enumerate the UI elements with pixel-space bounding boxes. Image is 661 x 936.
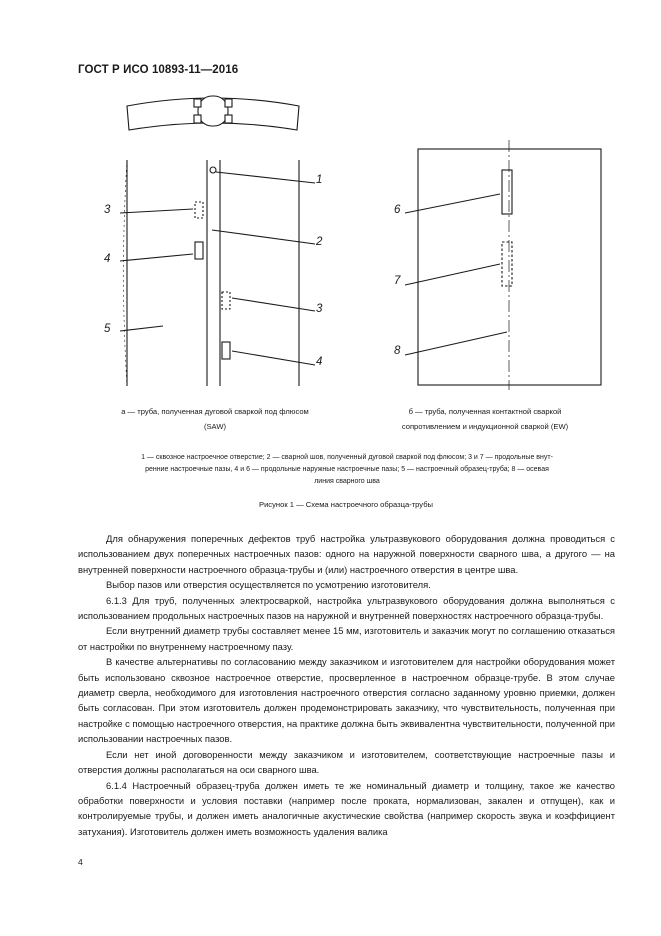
caption-a-line-2: (SAW): [203, 422, 227, 431]
paragraph: 6.1.4 Настроечный образец-труба должен иметь те же номинальный диаметр и толщину, такое же качество обработки поверхности и условия поставки (например после проката, нормализован, закален и отпущен), как и контролируемые трубы, и должен иметь аналогичные акустические свойства (например скорость звука и коэффициент затухания). Изготовитель должен иметь возможность удаления валика: [78, 779, 615, 837]
leader-line-7: [405, 264, 500, 285]
page-number: 4: [78, 857, 83, 867]
caption-b-line-2: сопротивлением и индукционной сваркой (EW): [401, 422, 569, 431]
callout-3-right: 3: [316, 303, 323, 315]
legend-line-2: ренние настроечные пазы, 4 и 6 — продольные наружные настроечные пазы; 5 — настроечный образец-труба; 8 — осевая: [145, 466, 549, 473]
paragraph: Выбор пазов или отверстия осуществляется по усмотрению изготовителя.: [106, 579, 431, 591]
pipe-b-side-view: [418, 149, 601, 385]
external-notch-4-left: [195, 242, 203, 259]
paragraph: Для обнаружения поперечных дефектов труб настройка ультразвукового оборудования должна проводиться с использованием двух поперечных настроечных пазов: одного на наружной поверхности сварного шва, а другого — на внутренней поверхности настроечного образца-трубы и (или) настроечного отверстия в центре шва.: [78, 533, 615, 575]
paragraph: 6.1.3 Для труб, полученных электросваркой, настройка ультразвукового оборудования должна выполняться с использованием продольных настроечных пазов на наружной и внутренней поверхностях настроечного образца-трубы.: [78, 594, 615, 622]
paragraph: Если нет иной договоренности между заказчиком и изготовителем, соответствующие настроечные пазы и отверстия должны располагаться на оси сварного шва.: [78, 748, 615, 776]
callout-1: 1: [316, 174, 323, 186]
body-text: [78, 531, 615, 839]
callout-7: 7: [394, 275, 401, 287]
caption-b-line-1: б — труба, полученная контактной сваркой: [408, 407, 562, 416]
paragraph: В качестве альтернативы по согласованию между заказчиком и изготовителем для настройки оборудования может быть использовано сквозное настроечное отверстие, просверленное в настроечном образце-трубе. В этом случае диаметр сверла, необходимого для изготовления настроечного отверстия согласно заданному уровню приемки, должен быть согласован. При этом изготовитель должен продемонстрировать заказчику, что чувствительность, полученная при настройке с помощью настроечного отверстия, на практике должна быть эквивалентна чувствительности, полученной при использовании настроечных пазов.: [78, 656, 615, 745]
leader-line-8: [405, 332, 507, 355]
external-notch-6: [502, 170, 512, 214]
internal-notch-7: [502, 242, 512, 286]
callout-5: 5: [104, 323, 111, 335]
legend-line-3: линия сварного шва: [314, 478, 380, 485]
figure-legend: [82, 452, 612, 488]
caption-a-line-1: а — труба, полученная дуговой сваркой под флюсом: [121, 407, 309, 416]
figure-pipe-diagram: [0, 0, 661, 400]
leader-line-4-right: [232, 351, 315, 365]
callout-2: 2: [316, 236, 323, 248]
leader-line-6: [405, 194, 500, 213]
internal-notch-3-left: [195, 202, 203, 218]
external-notch-4-right: [222, 342, 230, 359]
leader-line-3-right: [232, 298, 315, 311]
callout-3-left: 3: [104, 204, 111, 216]
internal-notch-3-right: [222, 292, 230, 309]
callout-6: 6: [394, 204, 401, 216]
paragraph: Если внутренний диаметр трубы составляет менее 15 мм, изготовитель и заказчик могут по соглашению отказаться от настройки по внутреннему настроечному пазу.: [78, 625, 615, 652]
leader-line-4-left: [120, 254, 193, 261]
document-header: ГОСТ Р ИСО 10893-11—2016: [78, 64, 239, 76]
figure-title: Рисунок 1 — Схема настроечного образца-трубы: [259, 500, 433, 509]
pipe-cross-section: [127, 96, 299, 130]
callout-8: 8: [394, 345, 401, 357]
callout-4-left: 4: [104, 253, 111, 265]
through-hole-1: [210, 167, 216, 173]
pipe-a-side-view: [124, 160, 300, 386]
callout-4-right: 4: [316, 356, 323, 368]
leader-line-3-left: [120, 209, 193, 213]
leader-line-1: [216, 172, 315, 183]
caption-figure-b: [355, 404, 615, 434]
legend-line-1: 1 — сквозное настроечное отверстие; 2 — сварной шов, полученный дуговой сваркой под флюсом; 3 и 7 — продольные внут-: [141, 454, 553, 461]
caption-figure-a: [80, 404, 350, 434]
